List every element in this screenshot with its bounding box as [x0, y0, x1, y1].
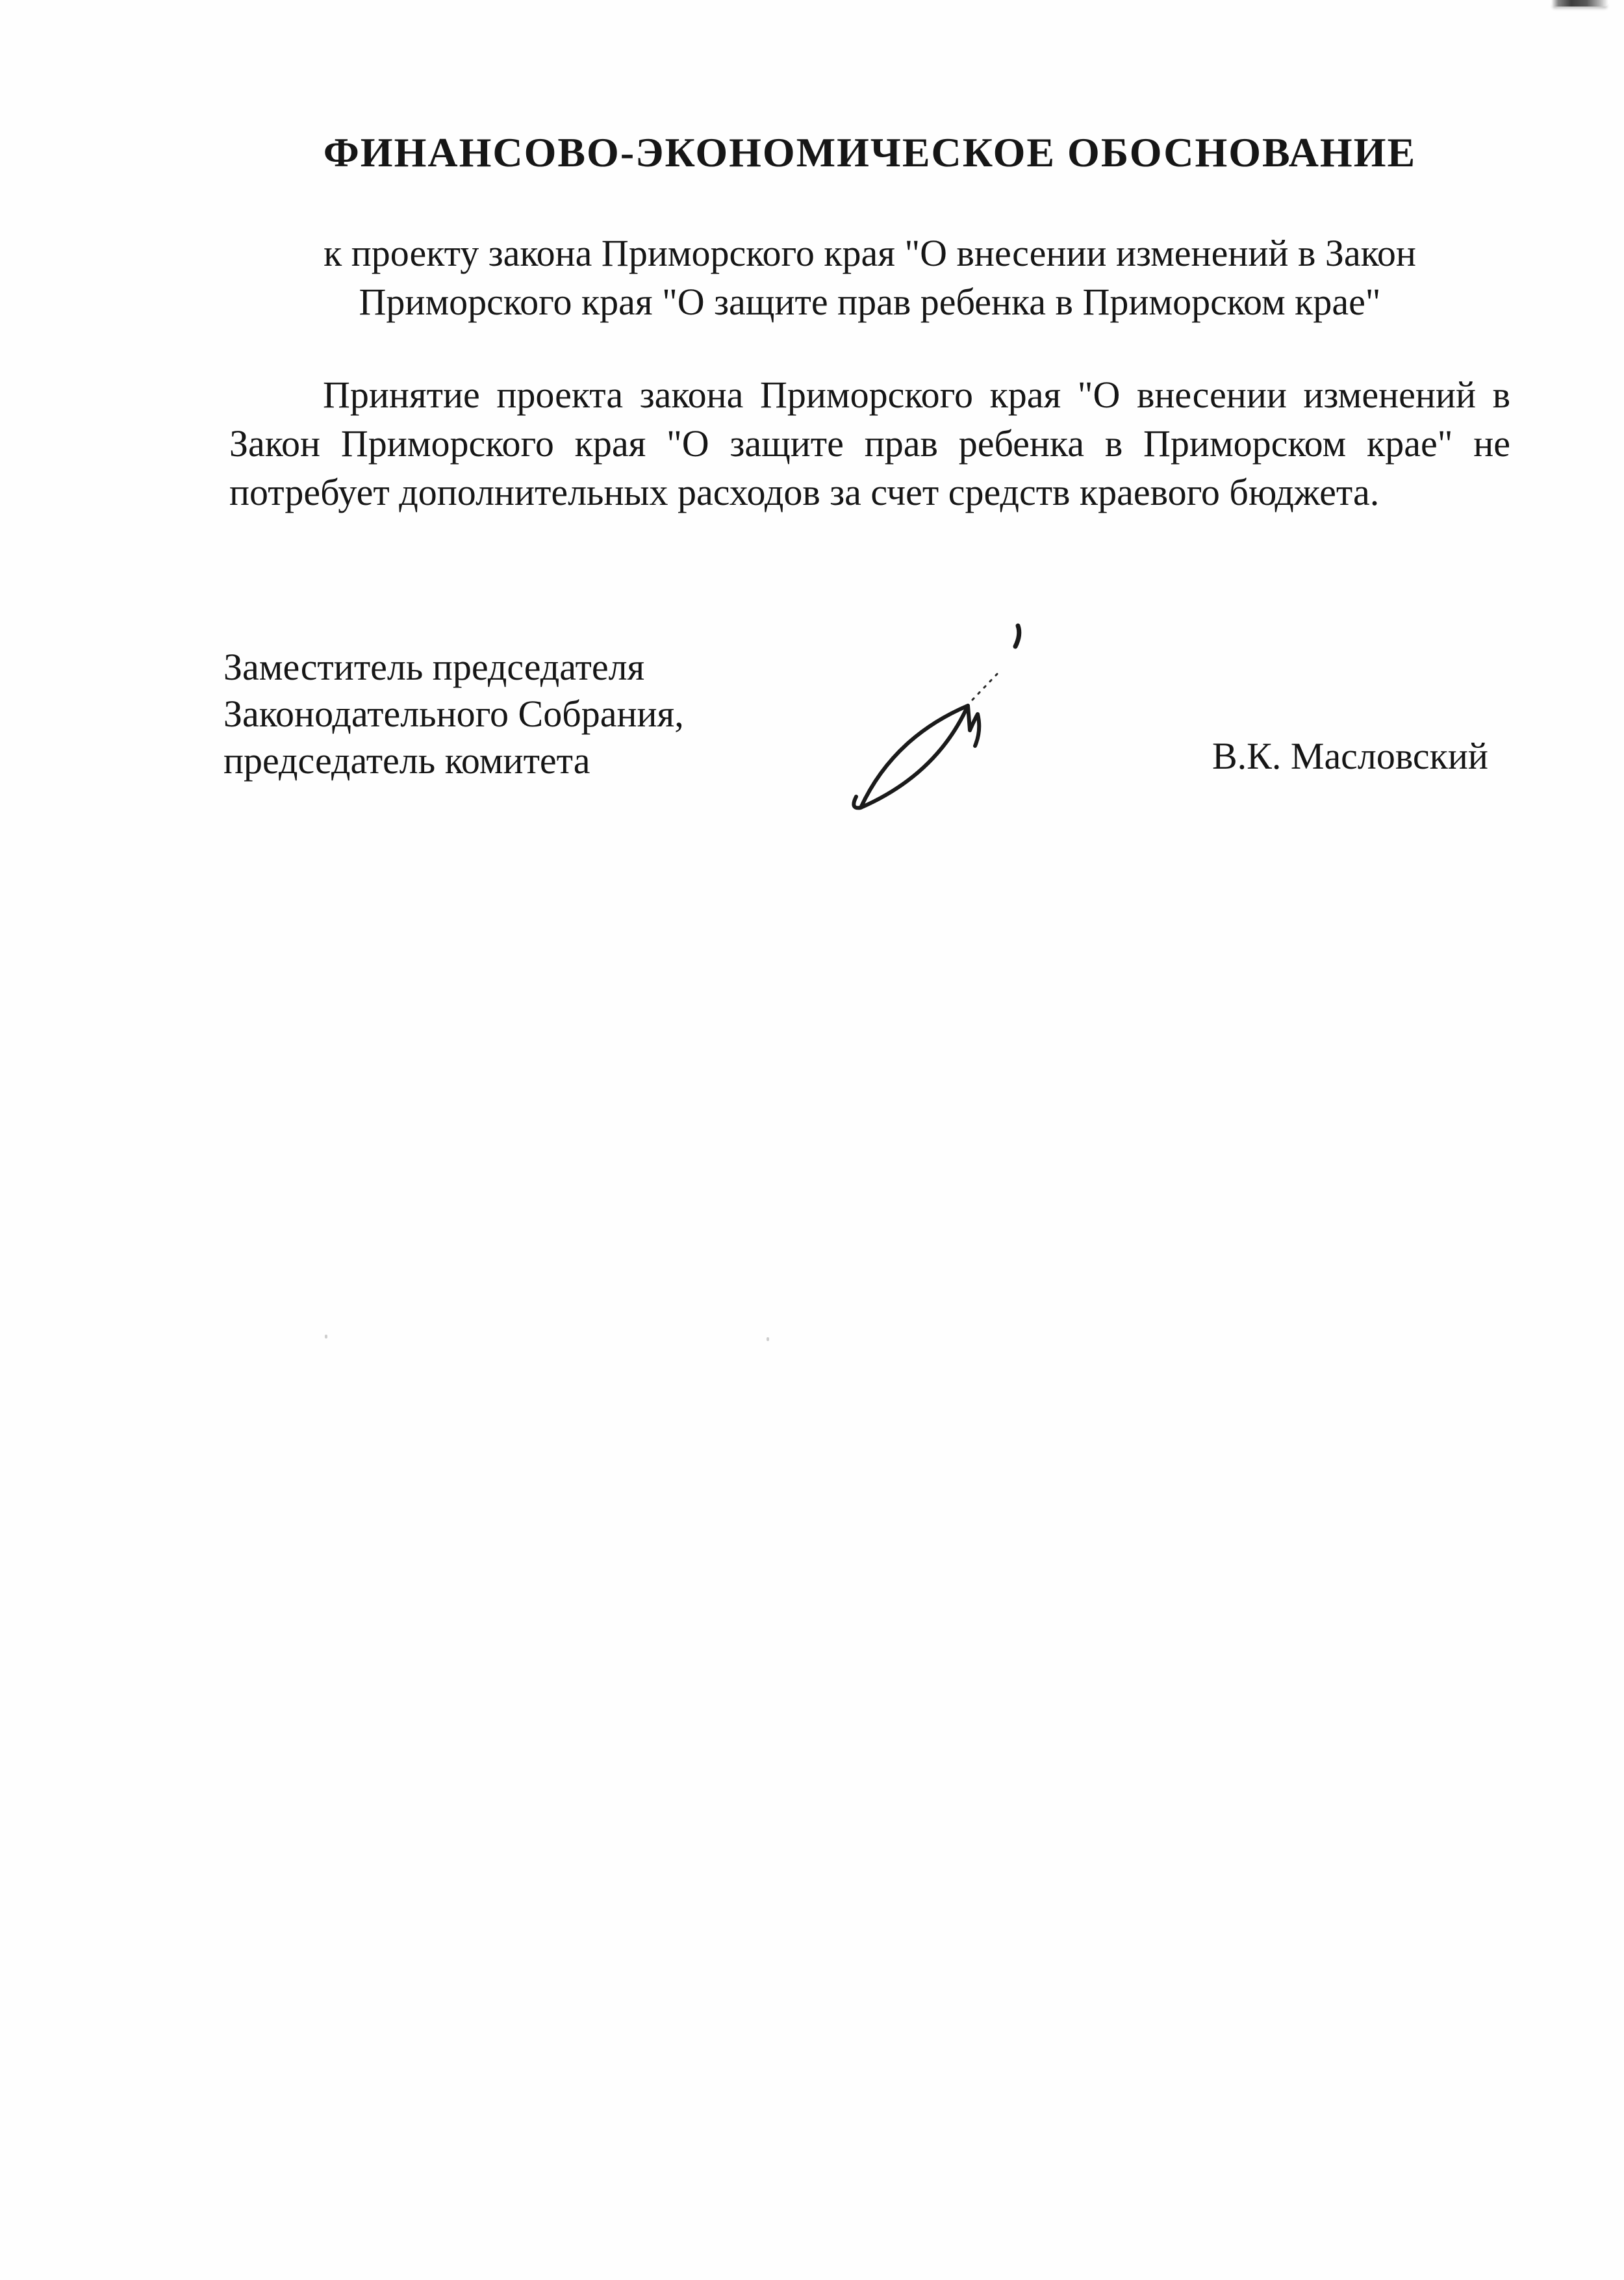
signature-name: В.К. Масловский: [1212, 735, 1488, 777]
subtitle-line: к проекту закона Приморского края "О внесении изменений в Закон: [324, 232, 1416, 274]
document-subtitle: [229, 229, 1510, 326]
signature-mark: [831, 572, 1104, 845]
document-title: ФИНАНСОВО-ЭКОНОМИЧЕСКОЕ ОБОСНОВАНИЕ: [323, 129, 1417, 175]
paragraph-line: Принятие проекта закона Приморского края "О внесении изменений в: [323, 374, 1510, 416]
scan-artifact-smudge: [1551, 0, 1608, 6]
paragraph-line: Закон Приморского края "О защите прав ребенка в Приморском крае" не: [229, 422, 1510, 465]
scan-artifact-speck: [325, 1335, 327, 1339]
scan-artifact-speck: [767, 1337, 769, 1341]
subtitle-line: Приморского края "О защите прав ребенка в Приморском крае": [359, 281, 1381, 323]
signature-position-line: Заместитель председателя: [223, 646, 645, 688]
signature-position-line: председатель комитета: [223, 739, 590, 782]
signature-position-line: Законодательного Собрания,: [223, 693, 684, 735]
body-paragraph: [229, 370, 1510, 517]
paragraph-line: потребует дополнительных расходов за счет средств краевого бюджета.: [229, 471, 1380, 513]
